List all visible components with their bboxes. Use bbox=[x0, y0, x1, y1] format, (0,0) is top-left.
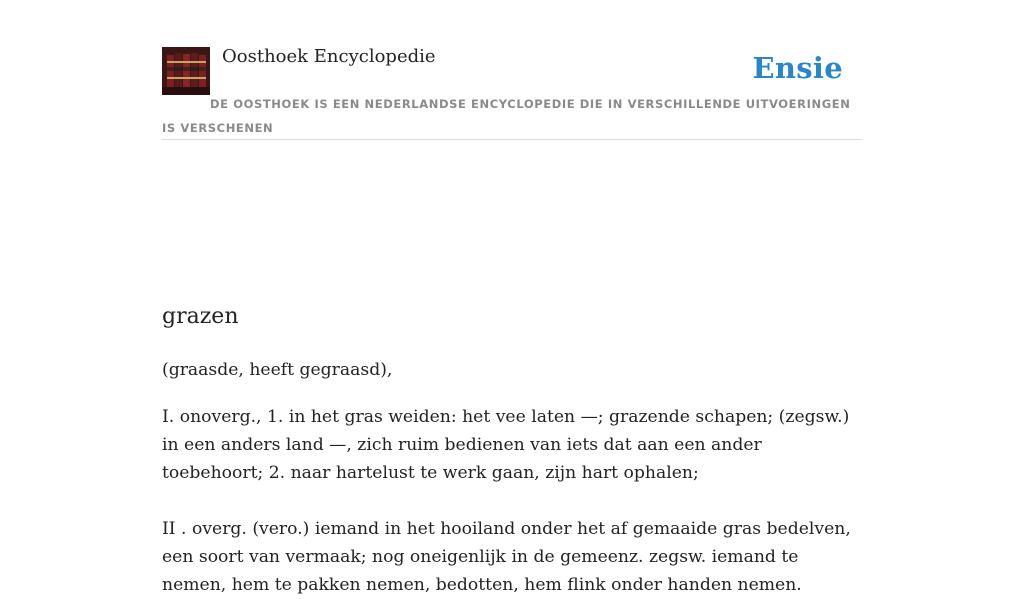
page-header bbox=[162, 0, 862, 140]
site-name[interactable]: Oosthoek Encyclopedie bbox=[222, 46, 436, 67]
site-tagline: DE OOSTHOEK IS EEN NEDERLANDSE ENCYCLOPEDIE DIE IN VERSCHILLENDE UITVOERINGEN IS VERSCHENEN bbox=[162, 97, 851, 135]
book-spines-icon[interactable] bbox=[162, 47, 210, 95]
entry-paragraph: (graasde, heeft gegraasd), bbox=[162, 360, 393, 380]
entry-paragraph: II . overg. (vero.) iemand in het hooiland onder het af gemaaide gras bedelven, een soort van vermaak; nog oneigenlijk in de gemeenz. zegsw. iemand te nemen, hem te pakken nemen, bedotten, hem flink onder handen nemen. bbox=[162, 519, 851, 595]
entry-paragraph: I. onoverg., 1. in het gras weiden: het vee laten —; grazende schapen; (zegsw.) in een anders land —, zich ruim bedienen van iets dat aan een ander toebehoort; 2. naar hartelust te werk gaan, zijn hart ophalen; bbox=[162, 407, 850, 483]
entry-card bbox=[162, 0, 862, 595]
brand-logo-link[interactable]: Ensie bbox=[752, 51, 843, 85]
entry-headword: grazen bbox=[162, 304, 239, 329]
